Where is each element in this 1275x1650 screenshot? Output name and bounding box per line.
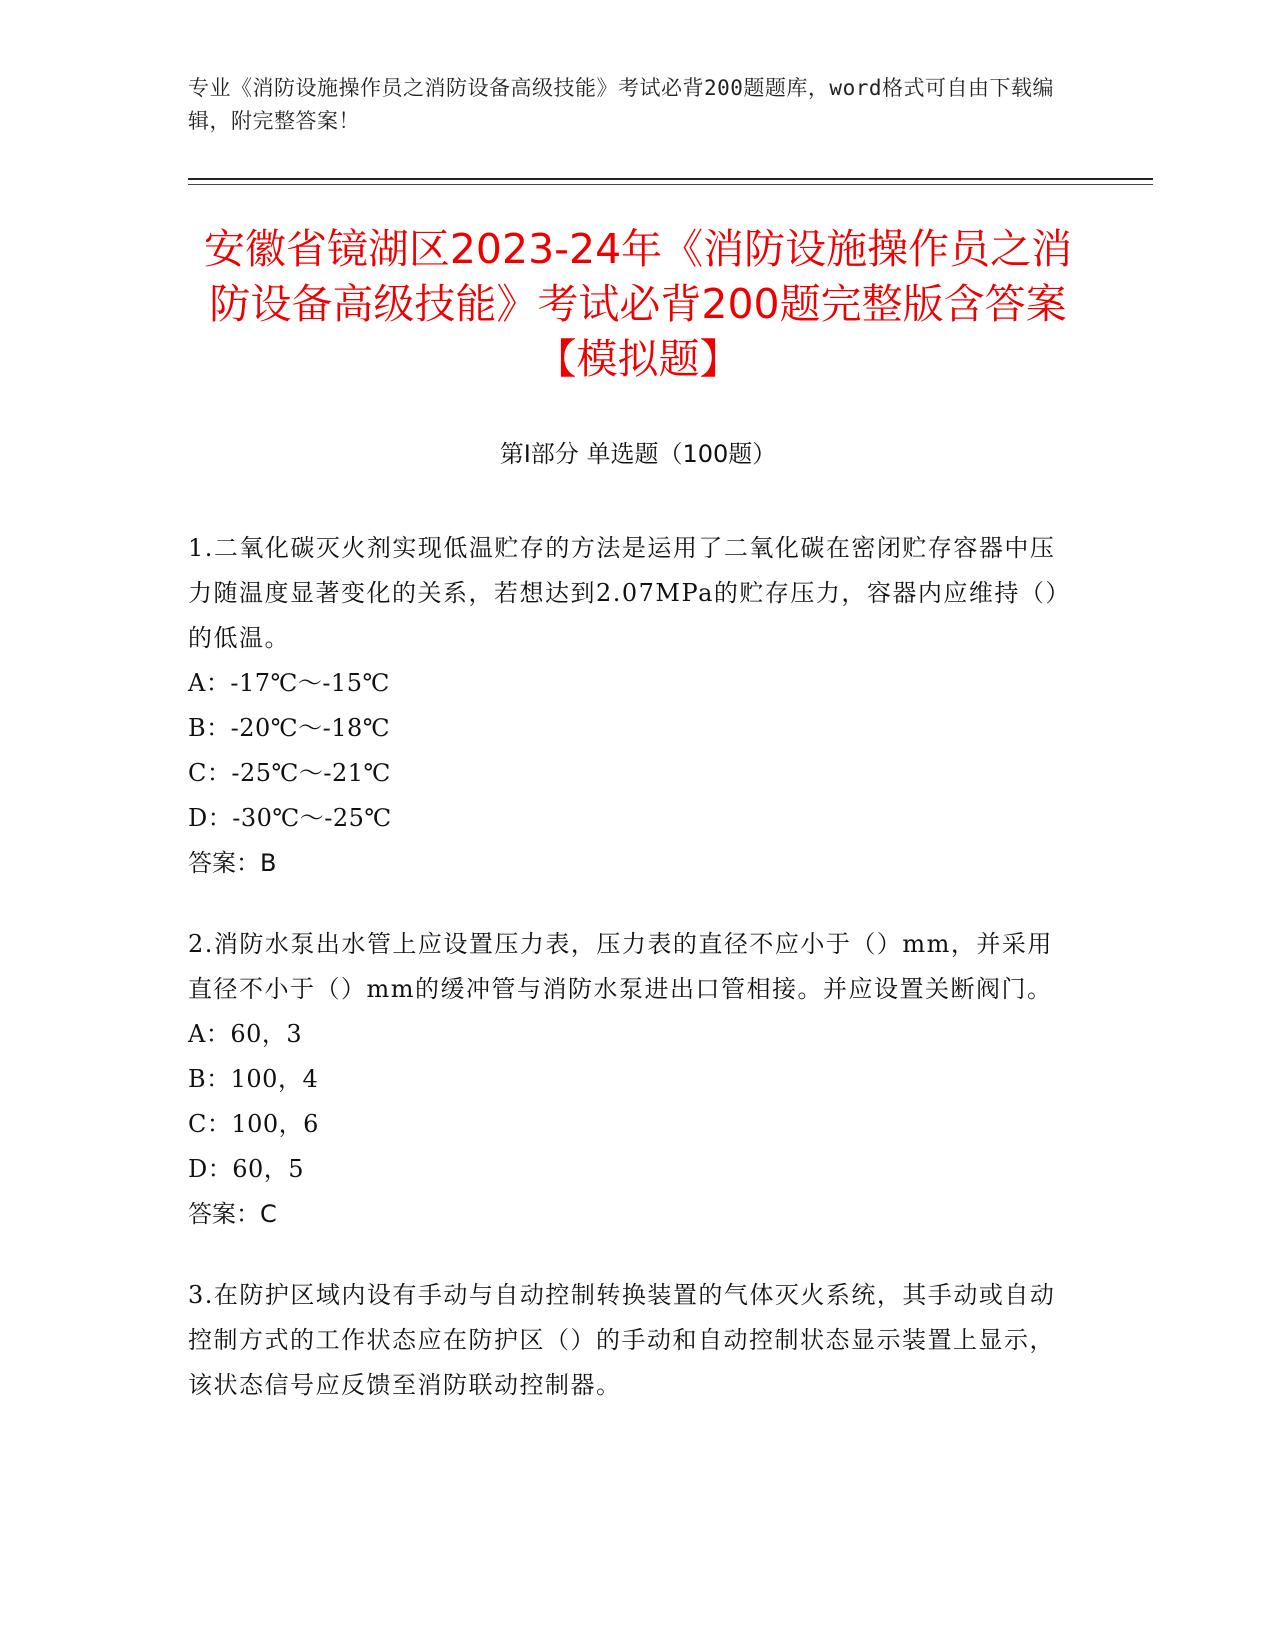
option-b: B：-20℃～-18℃ — [188, 714, 391, 742]
question-2 — [188, 922, 1068, 1237]
option-d: D：60，5 — [188, 1155, 305, 1183]
question-stem: 1.二氧化碳灭火剂实现低温贮存的方法是运用了二氧化碳在密闭贮存容器中压力随温度显著变化的关系，若想达到2.07MPa的贮存压力，容器内应维持（）的低温。 — [188, 534, 1059, 652]
question-stem: 2.消防水泵出水管上应设置压力表，压力表的直径不应小于（）mm，并采用直径不小于（）mm的缓冲管与消防水泵进出口管相接。并应设置关断阀门。 — [188, 930, 1053, 1003]
answer: 答案：C — [188, 1200, 277, 1228]
option-c: C：-25℃～-21℃ — [188, 759, 391, 787]
question-stem: 3.在防护区域内设有手动与自动控制转换装置的气体灭火系统，其手动或自动控制方式的工作状态应在防护区（）的手动和自动控制状态显示装置上显示，该状态信号应反馈至消防联动控制器。 — [188, 1281, 1056, 1399]
document-title: 安徽省镜湖区2023-24年《消防设施操作员之消防设备高级技能》考试必背200题完整版含答案【模拟题】 — [203, 225, 1073, 383]
question-3 — [188, 1273, 1068, 1408]
option-b: B：100，4 — [188, 1065, 319, 1093]
question-list — [188, 526, 1068, 1444]
question-1 — [188, 526, 1068, 886]
option-d: D：-30℃～-25℃ — [188, 804, 392, 832]
option-a: A：60，3 — [188, 1020, 303, 1048]
answer: 答案：B — [188, 849, 277, 877]
option-a: A：-17℃～-15℃ — [188, 669, 390, 697]
section-title: 第I部分 单选题（100题） — [499, 440, 777, 468]
header-note: 专业《消防设施操作员之消防设备高级技能》考试必背200题题库，word格式可自由下载编辑，附完整答案！ — [188, 76, 1054, 133]
option-c: C：100，6 — [188, 1110, 319, 1138]
header-rule-thin — [188, 184, 1153, 185]
header-rule-thick — [188, 178, 1153, 180]
